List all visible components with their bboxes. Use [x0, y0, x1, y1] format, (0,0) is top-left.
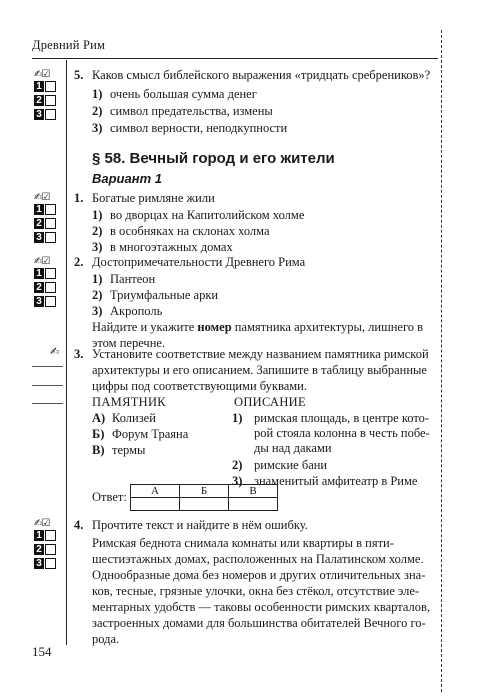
pen-check-icon: ✍☑	[34, 192, 50, 203]
option-item: 2) Триумфальные арки	[92, 288, 219, 302]
passage-line: ков, тесные, грязные улочки, окна без стёкол, отсутствие эле-	[92, 584, 420, 598]
option-item: 3) символ верности, неподкупности	[92, 121, 288, 135]
question-text: цифры под соответствующими буквами.	[92, 379, 307, 393]
header-rule	[32, 58, 438, 59]
cut-line	[441, 30, 442, 692]
monument-item: В) термы	[92, 443, 146, 457]
checkbox[interactable]	[45, 232, 56, 243]
option-item: 3) в многоэтажных домах	[92, 240, 233, 254]
answer-line	[32, 403, 63, 404]
box-number: 3	[34, 232, 44, 243]
question-text: Богатые римляне жили	[92, 191, 215, 205]
variant-heading: Вариант 1	[92, 171, 162, 186]
description-item: 3) знаменитый амфитеатр в Риме	[232, 474, 418, 488]
monument-item: Б) Форум Траяна	[92, 427, 189, 441]
answer-boxes-q5	[34, 69, 56, 123]
box-number: 2	[34, 218, 44, 229]
checkbox[interactable]	[45, 109, 56, 120]
checkbox[interactable]	[45, 530, 56, 541]
checkbox[interactable]	[45, 296, 56, 307]
passage-line: застроенных домами для большинства обитателей Вечного го-	[92, 616, 426, 630]
section-title: § 58. Вечный город и его жители	[92, 150, 335, 167]
question-number: 3.	[74, 347, 84, 361]
box-number: 2	[34, 95, 44, 106]
box-number: 1	[34, 81, 44, 92]
task-instruction: Найдите и укажите номер памятника архитектуры, лишнего в	[92, 320, 424, 334]
passage-line: рода.	[92, 632, 120, 646]
box-number: 2	[34, 282, 44, 293]
passage-line: Римская беднота снимала комнаты или квартиры в пяти-	[92, 536, 394, 550]
checkbox[interactable]	[45, 268, 56, 279]
option-item: 2) символ предательства, измены	[92, 104, 273, 118]
answer-cell[interactable]	[131, 498, 180, 511]
pen-check-icon: ✍☑	[34, 256, 50, 267]
option-item: 1) очень большая сумма денег	[92, 87, 257, 101]
margin-rule	[66, 60, 67, 645]
answer-boxes-q4	[34, 518, 56, 572]
task-instruction-cont: этом перечне.	[92, 336, 166, 350]
answer-boxes-q2	[34, 256, 56, 310]
answer-table	[130, 484, 278, 511]
question-number: 2.	[74, 255, 84, 269]
passage-line: шестиэтажных домах, расположенных на Палатинском холме.	[92, 552, 424, 566]
passage-line: Однообразные дома без номеров и других отличительных зна-	[92, 568, 426, 582]
column-heading-monument: ПАМЯТНИК	[92, 395, 166, 409]
description-item: 2) римские бани	[232, 458, 328, 472]
checkbox[interactable]	[45, 218, 56, 229]
checkbox[interactable]	[45, 282, 56, 293]
description-item: 1) римская площадь, в центре кото- рой стояла колонна в честь побе- ды над даками	[232, 411, 430, 455]
checkbox[interactable]	[45, 204, 56, 215]
monument-item: А) Колизей	[92, 411, 156, 425]
box-number: 1	[34, 204, 44, 215]
answer-cell[interactable]	[180, 498, 229, 511]
box-number: 3	[34, 296, 44, 307]
answer-label: Ответ:	[92, 490, 127, 504]
box-number: 3	[34, 109, 44, 120]
question-text: архитектуры и его описанием. Запишите в таблицу выбранные	[92, 363, 427, 377]
answer-cell[interactable]	[229, 498, 278, 511]
column-heading-description: ОПИСАНИЕ	[234, 395, 306, 409]
answer-col-header: А	[131, 485, 180, 498]
answer-col-header: Б	[180, 485, 229, 498]
checkbox[interactable]	[45, 81, 56, 92]
option-item: 1) во дворцах на Капитолийском холме	[92, 208, 305, 222]
checkbox[interactable]	[45, 544, 56, 555]
question-text: Установите соответствие между названием памятника римской	[92, 347, 429, 361]
question-text: Прочтите текст и найдите в нём ошибку.	[92, 518, 308, 532]
option-item: 2) в особняках на склонах холма	[92, 224, 270, 238]
question-number: 4.	[74, 518, 84, 532]
question-text: Достопримечательности Древнего Рима	[92, 255, 306, 269]
option-item: 3) Акрополь	[92, 304, 163, 318]
checkbox[interactable]	[45, 95, 56, 106]
question-number: 1.	[74, 191, 84, 205]
box-number: 1	[34, 530, 44, 541]
pen-check-icon: ✍☑	[34, 518, 50, 529]
page-number: 154	[32, 644, 52, 659]
answer-line	[32, 366, 63, 367]
checkbox[interactable]	[45, 558, 56, 569]
answer-boxes-q1	[34, 192, 56, 246]
question-text: Каков смысл библейского выражения «тридцать сребреников»?	[92, 68, 431, 82]
question-number: 5.	[74, 68, 84, 82]
pen-icon: ✍	[50, 345, 60, 358]
passage-line: ментарных удобств — таковы особенности римских кварталов,	[92, 600, 431, 614]
box-number: 1	[34, 268, 44, 279]
answer-line	[32, 385, 63, 386]
option-item: 1) Пантеон	[92, 272, 156, 286]
running-header: Древний Рим	[32, 38, 106, 52]
box-number: 3	[34, 558, 44, 569]
box-number: 2	[34, 544, 44, 555]
pen-check-icon: ✍☑	[34, 69, 50, 80]
answer-col-header: В	[229, 485, 278, 498]
